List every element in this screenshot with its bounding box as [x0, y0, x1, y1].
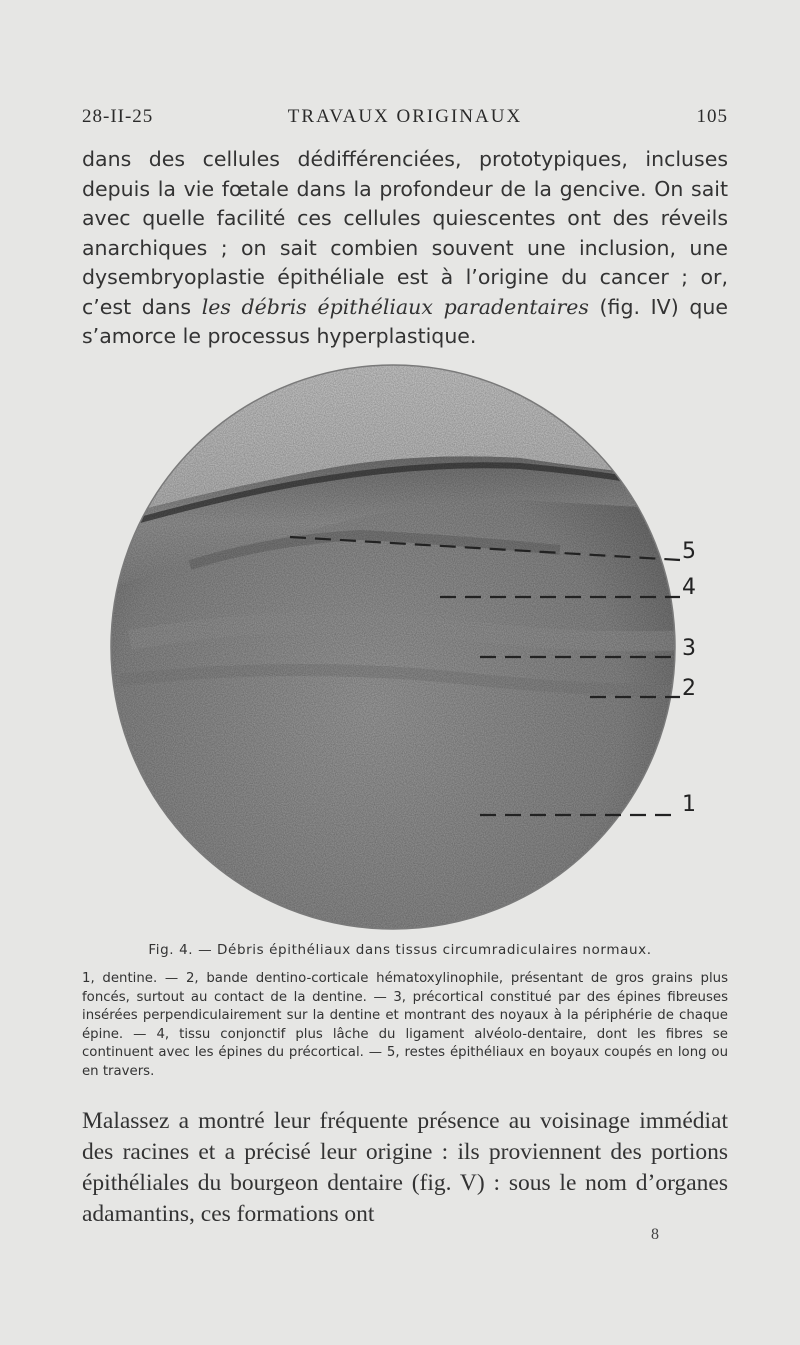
label-2: 2 — [682, 676, 696, 701]
header-date: 28-II-25 — [82, 106, 154, 127]
figure-caption-title: Fig. 4. — Débris épithéliaux dans tissus circumradiculaires normaux. — [148, 942, 652, 958]
label-4: 4 — [682, 575, 696, 600]
paragraph-1 — [82, 145, 728, 352]
header-page-number: 105 — [696, 106, 728, 127]
paragraph-1-italic: les débris épithéliaux paradentaires — [201, 294, 589, 319]
running-header — [82, 106, 728, 136]
paragraph-1-text-a: dans des cellules dédifférenciées, prototypiques, incluses depuis la vie fœtale dans la profondeur de la gencive. On sait avec quelle facilité ces cellules quiescentes ont des réveils anarchiques ; on sait combien souvent une inclusion, une dysembryoplastie épithéliale est à l’origine du cancer ; or, c’est dans — [82, 147, 728, 319]
micrograph-figure — [0, 360, 800, 940]
header-title: TRAVAUX ORIGINAUX — [287, 106, 523, 127]
paragraph-2: Malassez a montré leur fréquente présence au voisinage immédiat des racines et a précisé leur origine : ils proviennent des portions épithéliales du bourgeon dentaire (fig. V) : sous le nom d’organes adamantins, ces formations ont — [82, 1108, 728, 1227]
paragraph-1-text-b: (fig. IV) que s’amorce le processus hyperplastique. — [82, 294, 728, 348]
figure-labels — [0, 360, 800, 940]
label-5: 5 — [682, 539, 696, 564]
label-3: 3 — [682, 636, 696, 661]
figure-caption-body: 1, dentine. — 2, bande dentino-corticale hématoxylinophile, présentant de gros grains plus foncés, surtout au contact de la dentine. — 3, précortical constitué par des épines fibreuses insérées perpendiculairement sur la dentine et montrant des noyaux à la périphérie de chaque épine. — 4, tissu conjonctif plus lâche du ligament alvéolo-dentaire, dont les fibres se continuent avec les épines du précortical. — 5, restes épithéliaux en boyaux coupés en long ou en travers. — [82, 971, 728, 1079]
label-1: 1 — [682, 792, 696, 817]
signature-number: 8 — [651, 1226, 659, 1243]
